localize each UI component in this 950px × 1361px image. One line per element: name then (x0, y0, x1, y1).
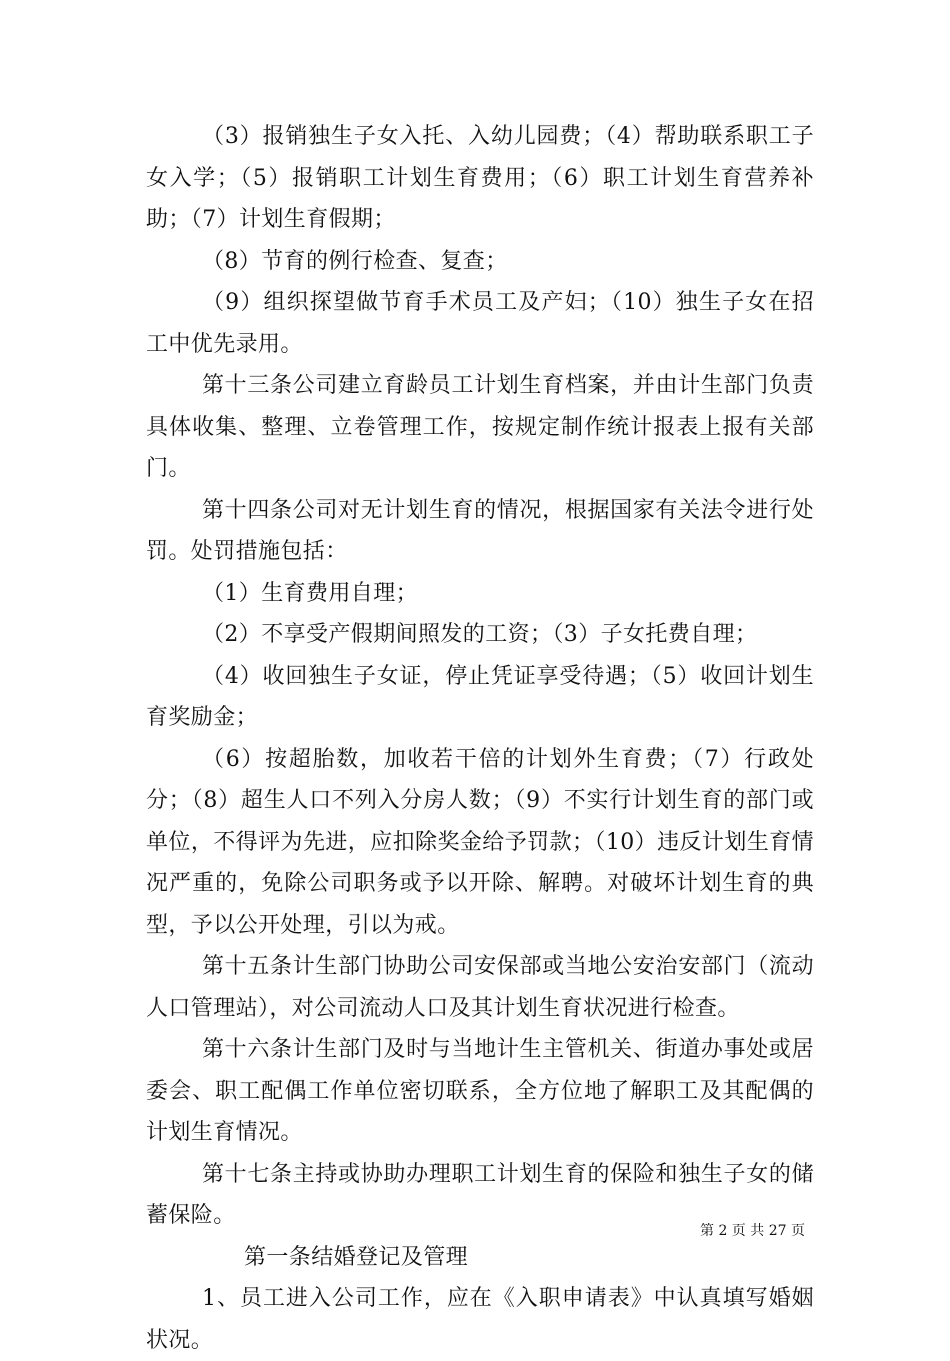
paragraph-article-13: 第十三条公司建立育龄员工计划生育档案，并由计生部门负责具体收集、整理、立卷管理工作，按规定制作统计报表上报有关部门。 (146, 373, 814, 481)
paragraph-penalty-2-3: （2）不享受产假期间照发的工资；（3）子女托费自理； (202, 622, 758, 647)
page-number: 第 2 页 共 27 页 (700, 1223, 805, 1239)
paragraph-article-17: 第十七条主持或协助办理职工计划生育的保险和独生子女的储蓄保险。 (146, 1161, 814, 1228)
paragraph-article-14: 第十四条公司对无计划生育的情况，根据国家有关法令进行处罚。处罚措施包括： (146, 497, 814, 564)
paragraph-benefits: （3）报销独生子女入托、入幼儿园费；（4）帮助联系职工子女入学；（5）报销职工计划生育费用；（6）职工计划生育营养补助；（7）计划生育假期； (146, 124, 814, 232)
paragraph-marriage-1: 1、员工进入公司工作，应在《入职申请表》中认真填写婚姻状况。 (146, 1286, 814, 1353)
paragraph-article-16: 第十六条计生部门及时与当地计生主管机关、街道办事处或居委会、职工配偶工作单位密切联系，全方位地了解职工及其配偶的计划生育情况。 (146, 1037, 814, 1145)
document-body (146, 116, 814, 1361)
paragraph-penalty-4-5: （4）收回独生子女证，停止凭证享受待遇；（5）收回计划生育奖励金； (146, 663, 814, 730)
paragraph-visit: （9）组织探望做节育手术员工及产妇；（10）独生子女在招工中优先录用。 (146, 290, 814, 357)
paragraph-penalty-6-10: （6）按超胎数，加收若干倍的计划外生育费；（7）行政处分；（8）超生人口不列入分房人数；（9）不实行计划生育的部门或单位，不得评为先进，应扣除奖金给予罚款；（10）违反计划生育情况严重的，免除公司职务或予以开除、解聘。对破坏计划生育的典型，予以公开处理，引以为戒。 (146, 746, 814, 938)
section-heading: 第一条结婚登记及管理 (244, 1244, 469, 1270)
paragraph-checkup: （8）节育的例行检查、复查； (202, 248, 508, 274)
paragraph-penalty-1: （1）生育费用自理； (202, 580, 418, 606)
paragraph-article-15: 第十五条计生部门协助公司安保部或当地公安治安部门（流动人口管理站），对公司流动人口及其计划生育状况进行检查。 (146, 954, 814, 1021)
